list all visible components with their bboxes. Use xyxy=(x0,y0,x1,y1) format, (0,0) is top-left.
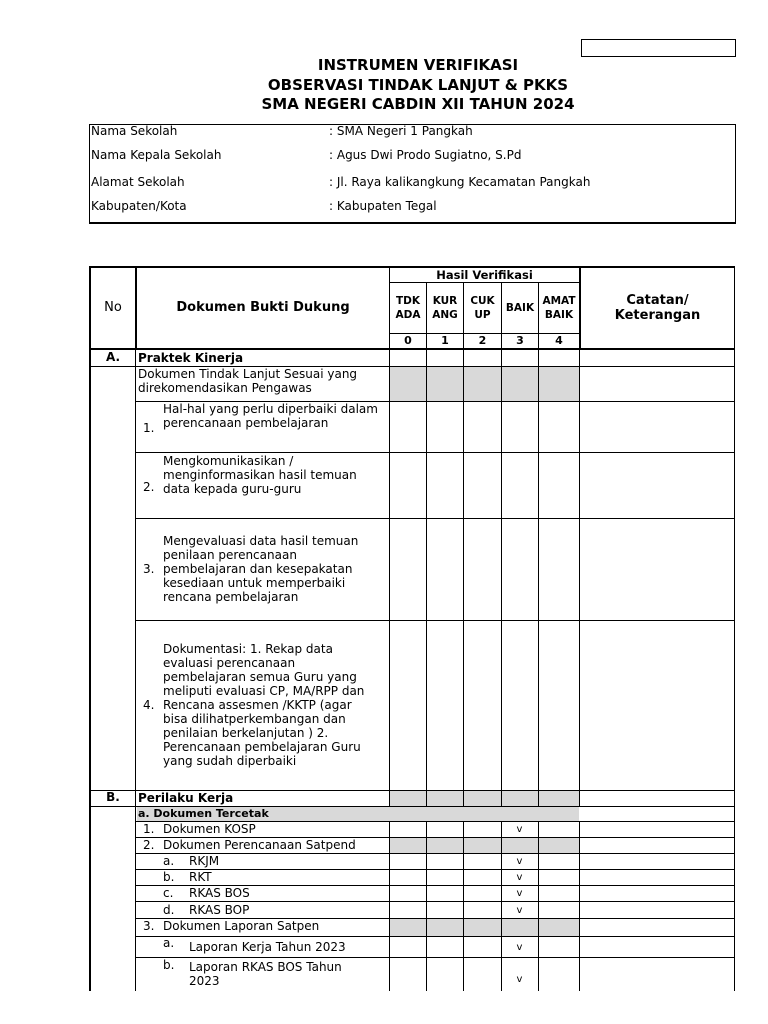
score-value-4: 4 xyxy=(555,334,563,347)
section-b-subtitle: a. Dokumen Tercetak xyxy=(138,807,269,820)
item-a2-number: 2. xyxy=(143,480,155,494)
title-line-2: OBSERVASI TINDAK LANJUT & PKKS xyxy=(267,76,569,94)
row-b2d-check: v xyxy=(516,905,523,916)
row-b1-check: v xyxy=(516,824,523,835)
score-value-1: 1 xyxy=(441,334,449,347)
item-a4-text: Dokumentasi: 1. Rekap data evaluasi perencanaan pembelajaran semua Guru yang meliputi evaluasi CP, MA/RPP dan Rencana assesmen /KKTP (agar bisa dilihatperkembangan dan penilaian berkelanjutan ) 2. Perencanaan pembelajaran Guru yang sudah diperbaiki xyxy=(163,642,365,768)
col-header-document: Dokumen Bukti Dukung xyxy=(176,300,350,315)
section-b-number: B. xyxy=(106,790,120,804)
info-value-principal: : Agus Dwi Prodo Sugiatno, S.Pd xyxy=(329,148,522,162)
row-b2b-check: v xyxy=(516,872,523,883)
section-a-number: A. xyxy=(105,350,121,364)
info-value-school: : SMA Negeri 1 Pangkah xyxy=(329,124,473,138)
row-b2a-number: a. xyxy=(163,854,175,868)
row-b3-number: 3. xyxy=(143,919,155,933)
row-b2c-number: c. xyxy=(163,886,174,900)
row-b2b-text: RKT xyxy=(189,870,212,884)
row-b2b-number: b. xyxy=(163,870,175,884)
score-header-cukup: CUK UP xyxy=(470,295,495,321)
col-header-no: No xyxy=(104,300,122,315)
row-b3-text: Dokumen Laporan Satpen xyxy=(163,919,320,933)
row-b2c-text: RKAS BOS xyxy=(189,886,250,900)
score-header-kurang: KUR ANG xyxy=(432,295,458,321)
col-header-notes: Catatan/ Keterangan xyxy=(614,293,701,323)
info-value-regency: : Kabupaten Tegal xyxy=(329,199,437,213)
item-a4-number: 4. xyxy=(143,698,155,712)
row-b1-number: 1. xyxy=(143,822,155,836)
row-b2d-number: d. xyxy=(163,903,175,917)
row-b2c-check: v xyxy=(516,888,523,899)
row-b3b-text: Laporan RKAS BOS Tahun 2023 xyxy=(189,960,342,988)
item-a1-text: Hal-hal yang perlu diperbaiki dalam perencanaan pembelajaran xyxy=(163,402,378,430)
section-a-title: Praktek Kinerja xyxy=(138,351,244,365)
score-header-amat-baik: AMAT BAIK xyxy=(542,295,576,321)
col-header-verification: Hasil Verifikasi xyxy=(436,268,533,282)
item-a3-number: 3. xyxy=(143,562,155,576)
info-label-school: Nama Sekolah xyxy=(91,124,178,138)
row-b2d-text: RKAS BOP xyxy=(189,903,250,917)
info-label-principal: Nama Kepala Sekolah xyxy=(91,148,222,162)
row-b2-number: 2. xyxy=(143,838,155,852)
row-b2-text: Dokumen Perencanaan Satpend xyxy=(163,838,356,852)
item-a3-text: Mengevaluasi data hasil temuan penilaan perencanaan pembelajaran dan kesepakatan kesediaan untuk memperbaiki rencana pembelajaran xyxy=(163,534,359,604)
section-a-intro: Dokumen Tindak Lanjut Sesuai yang direkomendasikan Pengawas xyxy=(138,367,358,395)
document-code-box xyxy=(581,39,736,57)
item-a1-number: 1. xyxy=(143,421,155,435)
score-value-2: 2 xyxy=(478,334,487,347)
row-b3b-check: v xyxy=(516,974,523,985)
info-value-address: : Jl. Raya kalikangkung Kecamatan Pangkah xyxy=(329,175,591,189)
row-b3a-text: Laporan Kerja Tahun 2023 xyxy=(189,940,346,954)
title-line-1: INSTRUMEN VERIFIKASI xyxy=(317,56,519,74)
info-label-address: Alamat Sekolah xyxy=(91,175,185,189)
info-label-regency: Kabupaten/Kota xyxy=(91,199,187,213)
section-b-title: Perilaku Kerja xyxy=(138,791,234,805)
row-b2a-text: RKJM xyxy=(189,854,220,868)
row-b3a-check: v xyxy=(516,942,523,953)
item-a2-text: Mengkomunikasikan / menginformasikan hasil temuan data kepada guru-guru xyxy=(163,454,357,496)
row-b2a-check: v xyxy=(516,856,523,867)
row-b3b-number: b. xyxy=(163,958,175,972)
score-value-0: 0 xyxy=(404,334,412,347)
title-line-3: SMA NEGERI CABDIN XII TAHUN 2024 xyxy=(261,95,575,113)
score-header-baik: BAIK xyxy=(505,302,535,314)
row-b1-text: Dokumen KOSP xyxy=(163,822,256,836)
row-b3a-number: a. xyxy=(163,936,175,950)
score-header-tdk-ada: TDK ADA xyxy=(395,295,421,321)
score-value-3: 3 xyxy=(516,334,524,347)
